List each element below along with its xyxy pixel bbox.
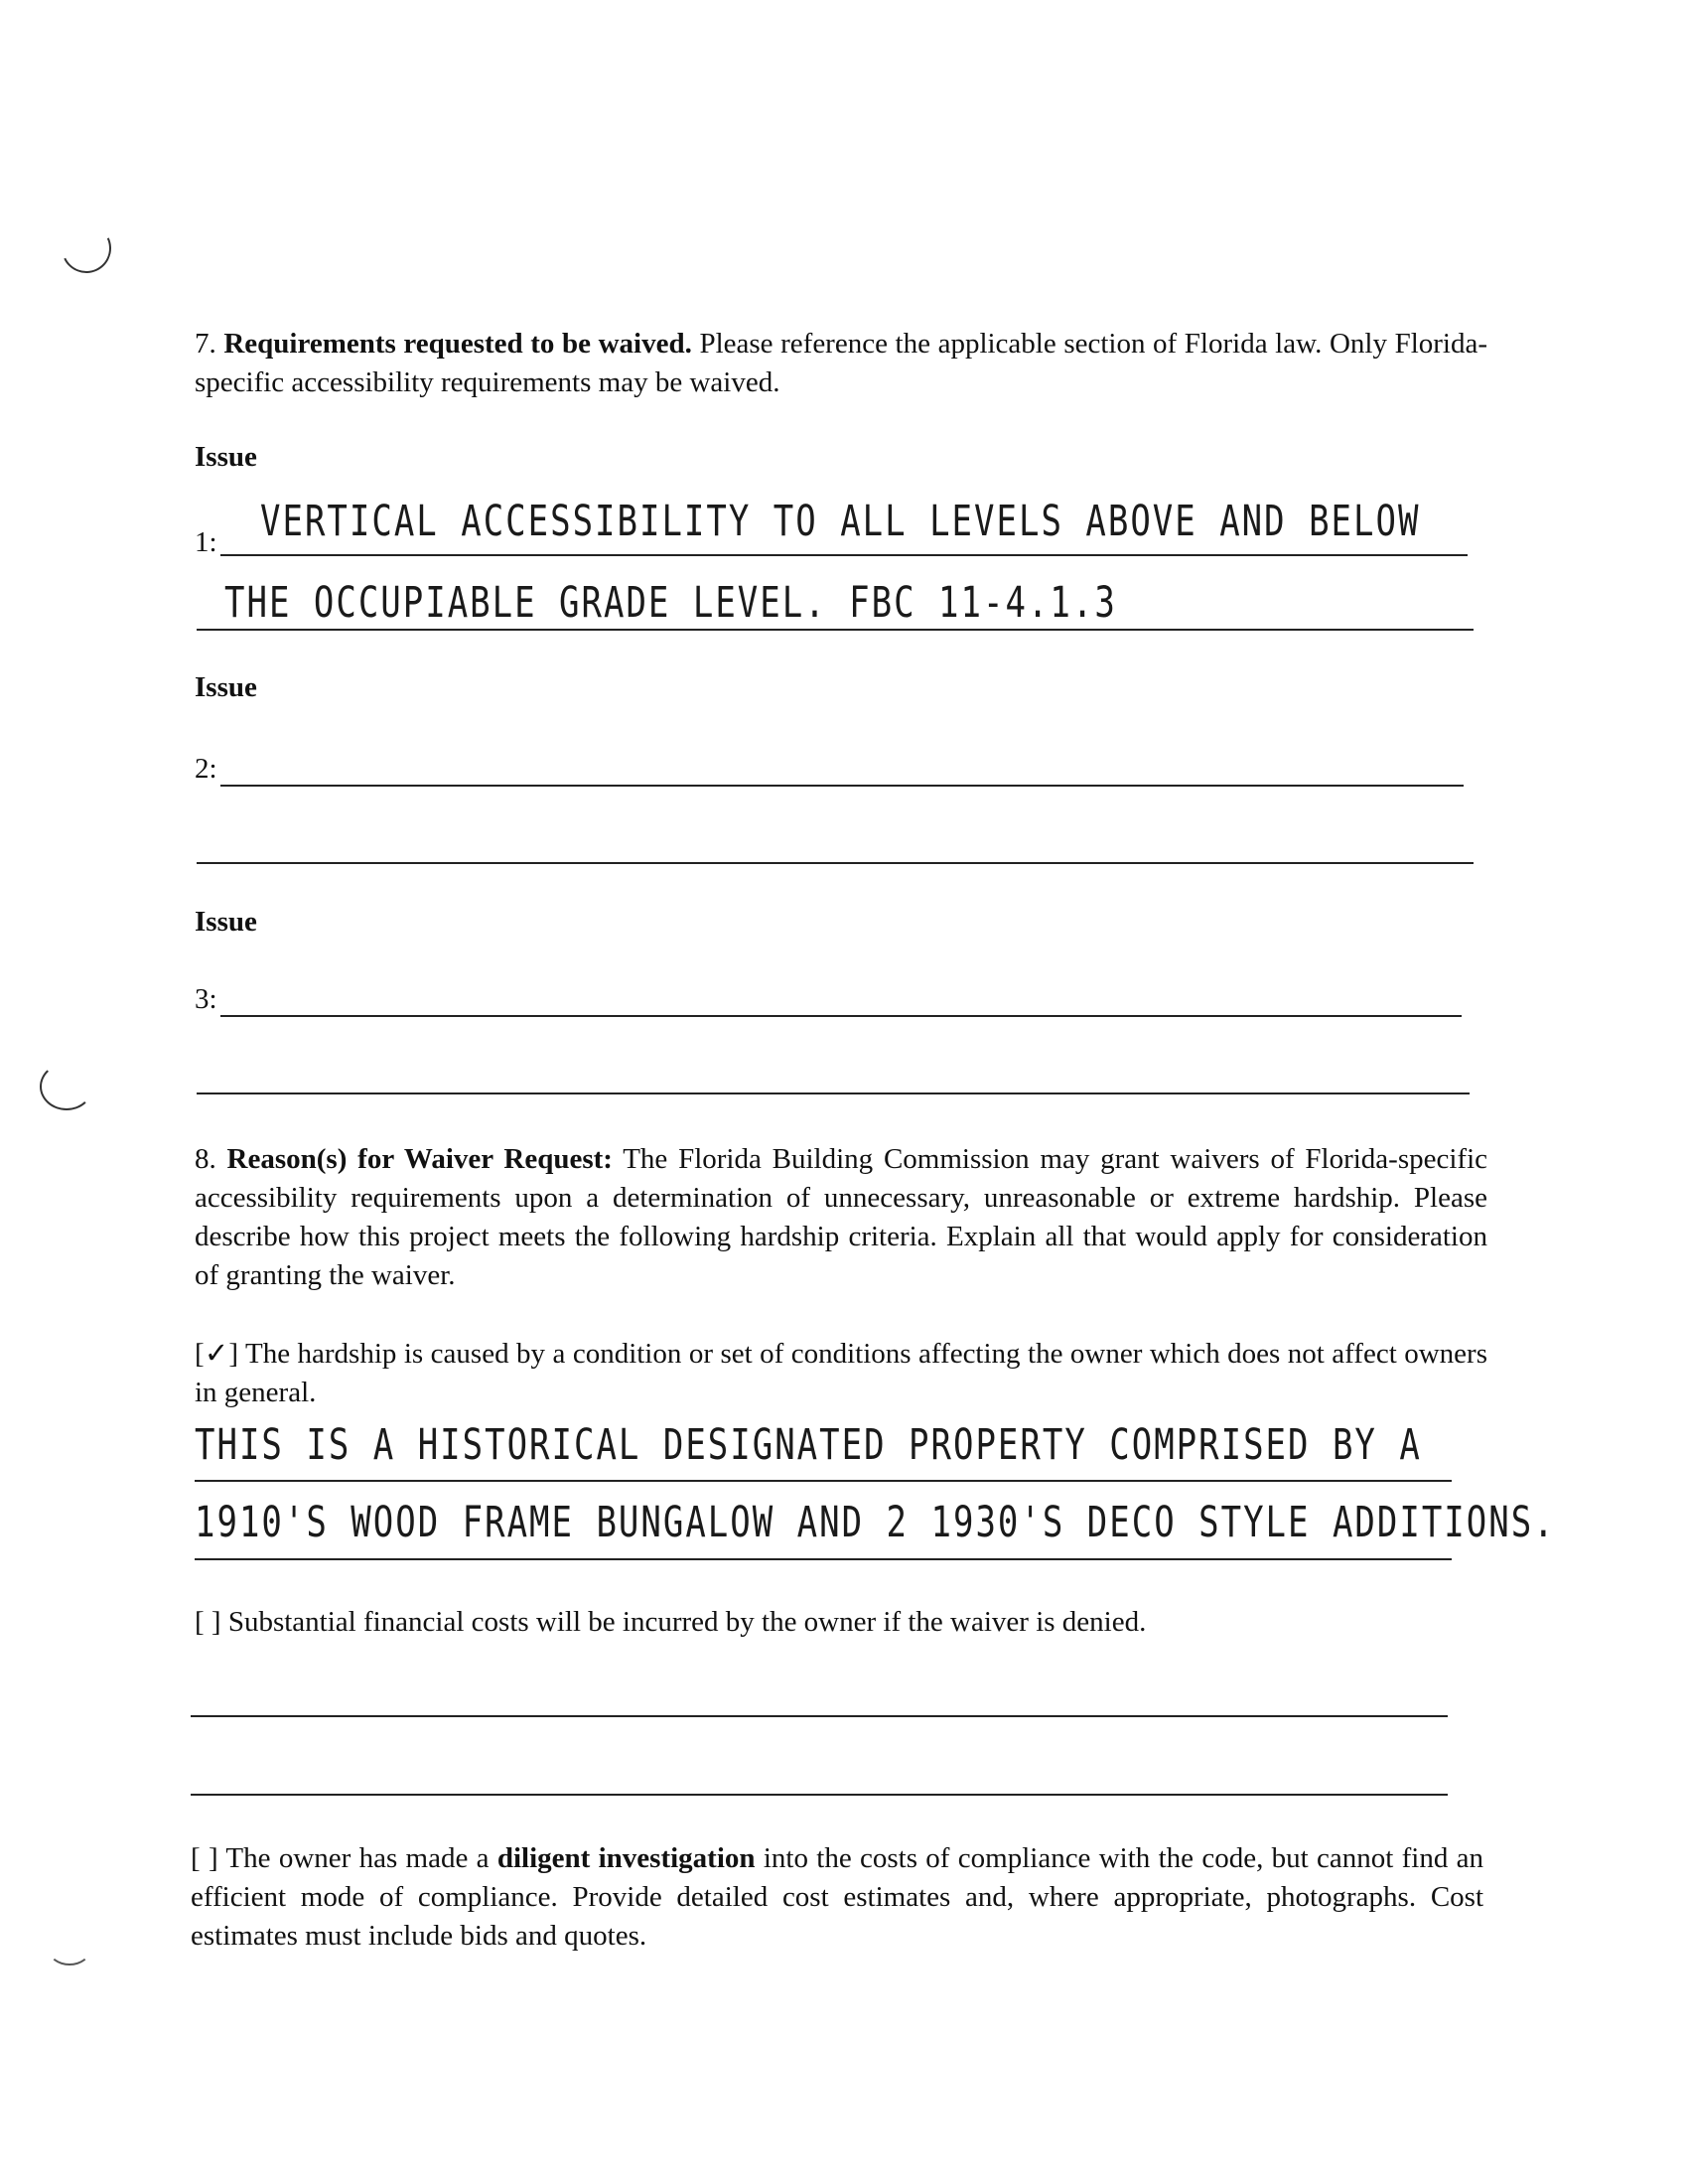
criterion-1-underline (195, 1480, 1452, 1482)
issue-1-underline-2 (197, 629, 1474, 631)
criterion-1-underline-2 (195, 1558, 1452, 1560)
section-text: Please reference the applicable section of Florida law. Only Florida-specific accessibility requirements may be waived. (195, 328, 1488, 398)
section-title: Requirements requested to be waived. (223, 328, 692, 360)
hole-punch-mark (40, 1063, 93, 1110)
criterion-2 (195, 1603, 1487, 1642)
hole-punch-mark (48, 1932, 91, 1966)
issue-2-label: Issue (195, 671, 257, 703)
criterion-3-text: The owner has made a (225, 1842, 490, 1874)
issue-1-answer-line-2[interactable]: THE OCCUPIABLE GRADE LEVEL. FBC 11-4.1.3 (224, 578, 1117, 628)
section-number: 7. (195, 328, 216, 360)
criterion-2-checkbox[interactable]: [ ] (195, 1606, 221, 1638)
issue-1-underline (220, 554, 1468, 556)
section-text: The Florida Building Commission may grant waivers of Florida-specific accessibility requirements upon a determination of unnecessary, unreasonable or extreme hardship. Please describe how this project meets the following hardship criteria. Explain all that would apply for consideration of granting the waiver. (195, 1143, 1487, 1291)
section-8-intro (195, 1140, 1487, 1295)
issue-3-number: 3: (195, 983, 217, 1015)
issue-3-field[interactable] (220, 1015, 1462, 1017)
criterion-3 (191, 1839, 1483, 1956)
criterion-1-answer-line-2[interactable]: 1910'S WOOD FRAME BUNGALOW AND 2 1930'S DECO STYLE ADDITIONS. (195, 1498, 1556, 1547)
issue-1-answer-line-1[interactable]: VERTICAL ACCESSIBILITY TO ALL LEVELS ABOVE AND BELOW (260, 497, 1421, 546)
section-title: Reason(s) for Waiver Request: (226, 1143, 613, 1175)
criterion-1-answer-line-1[interactable]: THIS IS A HISTORICAL DESIGNATED PROPERTY COMPRISED BY A (195, 1420, 1422, 1470)
criterion-2-field[interactable] (191, 1715, 1448, 1717)
issue-2-field[interactable] (220, 785, 1464, 787)
issue-2-field-line-2[interactable] (197, 862, 1474, 864)
criterion-3-checkbox[interactable]: [ ] (191, 1842, 218, 1874)
criterion-1-text: The hardship is caused by a condition or set of conditions affecting the owner which does not affect owners in general. (195, 1338, 1487, 1408)
criterion-2-text: Substantial financial costs will be incurred by the owner if the waiver is denied. (227, 1606, 1147, 1638)
section-7-intro (195, 325, 1487, 402)
issue-1-number: 1: (195, 526, 217, 558)
criterion-1 (195, 1335, 1487, 1412)
issue-3-label: Issue (195, 906, 257, 938)
issue-3-field-line-2[interactable] (197, 1092, 1470, 1094)
criterion-1-checkbox[interactable]: [✓] (195, 1338, 239, 1370)
issue-2-number: 2: (195, 753, 217, 785)
criterion-3-emphasis: diligent investigation (496, 1842, 756, 1874)
section-number: 8. (195, 1143, 216, 1175)
issue-1-label: Issue (195, 441, 257, 473)
hole-punch-mark (55, 217, 118, 280)
criterion-3-text-cont: into the costs of compliance with the code, but cannot find an efficient mode of compliance. Provide detailed cost estimates and, where appropriate, photographs. Cost estimates must include bids and quotes. (191, 1842, 1484, 1952)
criterion-2-field-line-2[interactable] (191, 1794, 1448, 1796)
